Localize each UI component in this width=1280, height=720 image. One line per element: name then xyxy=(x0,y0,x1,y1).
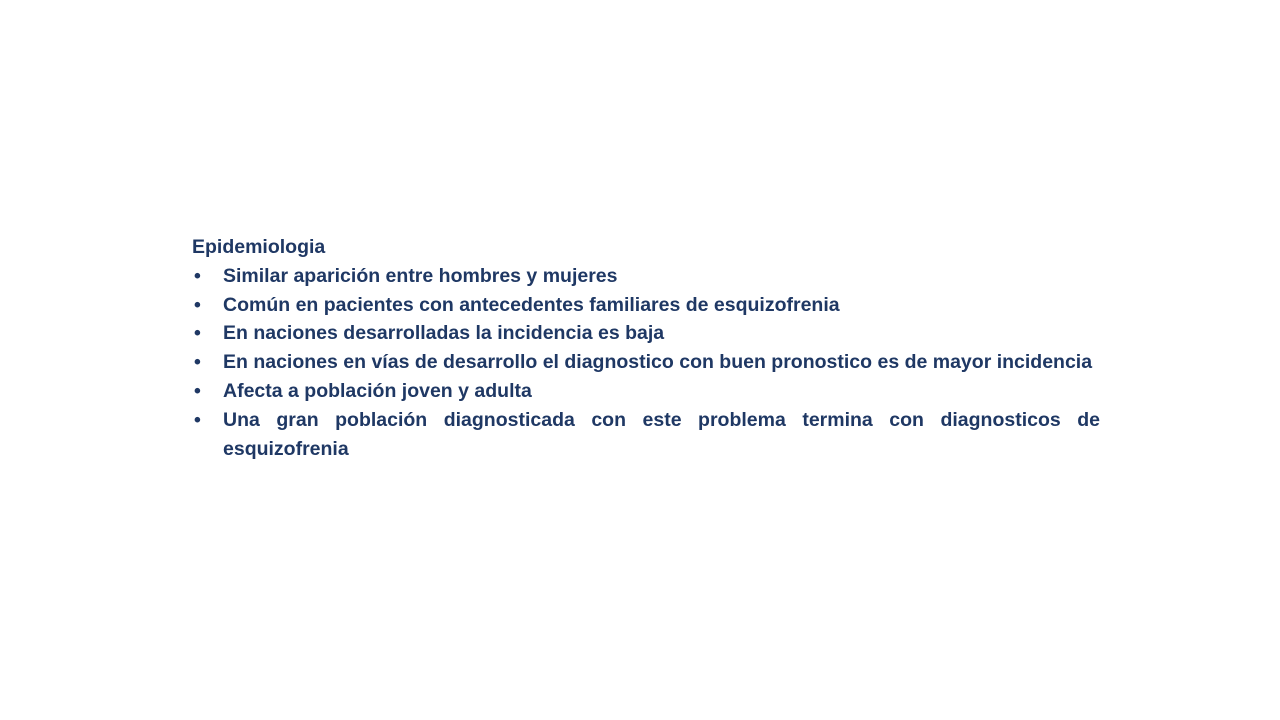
list-item-text: Una gran población diagnosticada con este problema termina con diagnosticos de esquizofrenia xyxy=(223,408,1100,460)
bullet-icon: • xyxy=(194,264,201,287)
slide-text-box xyxy=(192,233,1100,463)
bullet-icon: • xyxy=(194,293,201,316)
list-item xyxy=(192,377,1100,406)
list-item xyxy=(192,319,1100,348)
bullet-icon: • xyxy=(194,408,201,431)
slide-heading: Epidemiologia xyxy=(192,236,326,258)
bullet-icon: • xyxy=(194,379,201,402)
list-item-text: Afecta a población joven y adulta xyxy=(223,379,532,402)
bullet-list xyxy=(192,262,1100,464)
bullet-icon: • xyxy=(194,351,201,374)
list-item xyxy=(192,291,1100,320)
list-item-text: En naciones desarrolladas la incidencia es baja xyxy=(223,322,665,345)
list-item-text: Común en pacientes con antecedentes familiares de esquizofrenia xyxy=(223,293,840,316)
list-item-text: En naciones en vías de desarrollo el diagnostico con buen pronostico es de mayor incidencia xyxy=(223,351,1093,374)
list-item xyxy=(192,262,1100,291)
bullet-icon: • xyxy=(194,322,201,345)
list-item-text: Similar aparición entre hombres y mujeres xyxy=(223,264,618,287)
list-item xyxy=(192,348,1100,377)
list-item xyxy=(192,406,1100,464)
